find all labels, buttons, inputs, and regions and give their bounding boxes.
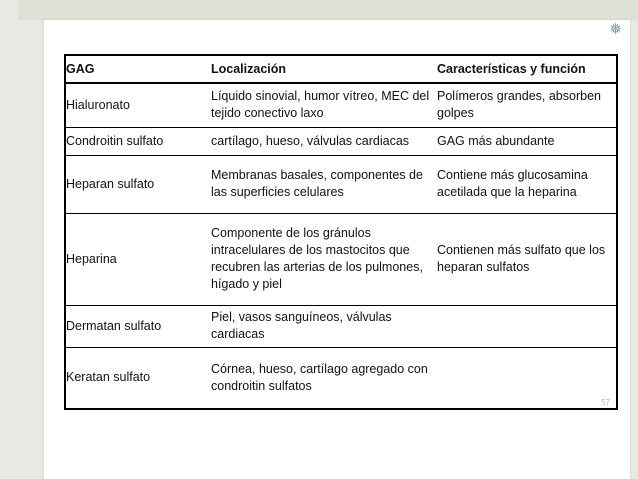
cell-caracteristicas: Contiene más glucosamina acetilada que la heparina — [435, 155, 616, 213]
header-caracteristicas: Características y función — [435, 56, 616, 83]
page-number: 57 — [601, 398, 610, 407]
table-row — [66, 305, 616, 347]
header-localizacion: Localización — [209, 56, 435, 83]
cell-caracteristicas: Polímeros grandes, absorben golpes — [435, 83, 616, 127]
table-row — [66, 155, 616, 213]
slide-top-band — [18, 0, 638, 20]
cell-caracteristicas: GAG más abundante — [435, 127, 616, 155]
cell-localizacion: Componente de los gránulos intracelulares de los mastocitos que recubren las arterias de los pulmones, hígado y piel — [209, 213, 435, 305]
cell-gag: Heparan sulfato — [66, 155, 209, 213]
cell-caracteristicas — [435, 305, 616, 347]
table-row — [66, 83, 616, 127]
cell-localizacion: Líquido sinovial, humor vítreo, MEC del tejido conectivo laxo — [209, 83, 435, 127]
table-header-row — [66, 56, 616, 83]
cell-gag: Dermatan sulfato — [66, 305, 209, 347]
cell-caracteristicas — [435, 347, 616, 408]
cell-localizacion: cartílago, hueso, válvulas cardiacas — [209, 127, 435, 155]
cell-gag: Heparina — [66, 213, 209, 305]
table-row — [66, 127, 616, 155]
cell-localizacion: Membranas basales, componentes de las superficies celulares — [209, 155, 435, 213]
cell-localizacion: Córnea, hueso, cartílago agregado con condroitin sulfatos — [211, 361, 428, 393]
cell-caracteristicas: Contienen más sulfato que los heparan sulfatos — [435, 213, 616, 305]
header-gag: GAG — [66, 56, 209, 83]
cell-gag: Condroitin sulfato — [66, 127, 209, 155]
cell-gag: Keratan sulfato — [66, 370, 151, 385]
snowflake-icon: ❅ — [609, 21, 622, 38]
cell-localizacion: Piel, vasos sanguíneos, válvulas cardiacas — [209, 305, 435, 347]
gag-table — [64, 54, 618, 410]
table-row — [66, 213, 616, 305]
table-row — [66, 347, 616, 408]
cell-gag: Hialuronato — [66, 83, 209, 127]
